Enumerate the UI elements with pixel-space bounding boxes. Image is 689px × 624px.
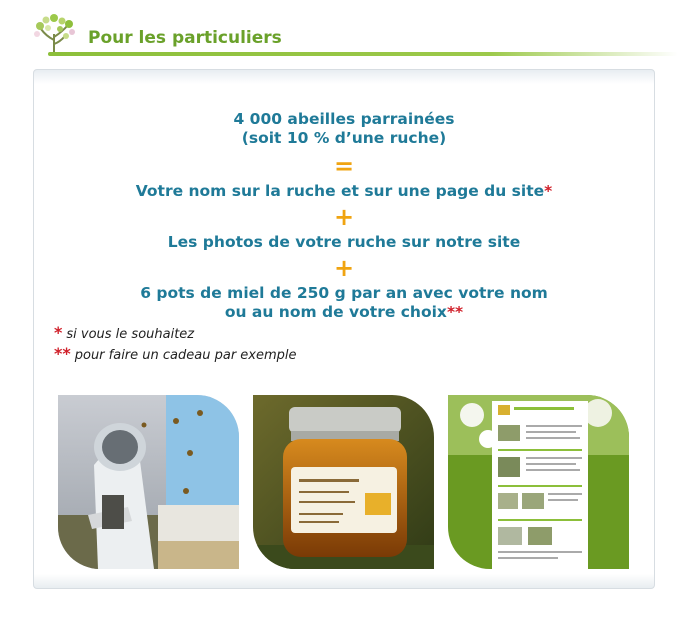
- footnote: [54, 323, 194, 342]
- offer-line-choice: [34, 303, 654, 321]
- page-title: Pour les particuliers: [88, 28, 282, 48]
- offer-line-choice-text: ou au nom de votre choix: [224, 303, 447, 321]
- offer-line-name-text: Votre nom sur la ruche et sur une page du site: [135, 182, 545, 200]
- beekeeper-photo: [58, 395, 239, 569]
- footnote-text: si vous le souhaitez: [66, 327, 195, 342]
- offer-line-hive-share: (soit 10 % d’une ruche): [241, 129, 447, 147]
- equals-sign: =: [333, 152, 355, 180]
- footnote-text: pour faire un cadeau par exemple: [74, 348, 297, 363]
- offer-line-bees: 4 000 abeilles parrainées: [233, 110, 455, 128]
- honey-jar-photo: [253, 395, 434, 569]
- offer-line-honey: 6 pots de miel de 250 g par an avec votre nom: [140, 284, 548, 302]
- asterisk-mark: *: [544, 182, 553, 200]
- tree-icon: [32, 12, 78, 56]
- content-panel: [33, 69, 655, 589]
- footnote-mark: **: [54, 344, 71, 363]
- section-header: [0, 0, 689, 62]
- offer-line-name: [34, 182, 654, 200]
- plus-sign: +: [333, 254, 355, 282]
- double-asterisk-mark: **: [446, 303, 464, 321]
- plus-sign: +: [333, 203, 355, 231]
- website-photo: [448, 395, 629, 569]
- footnote-mark: *: [54, 323, 63, 342]
- header-underline: [48, 52, 678, 56]
- offer-line-photos: Les photos de votre ruche sur notre site: [167, 233, 521, 251]
- footnote: [54, 344, 297, 363]
